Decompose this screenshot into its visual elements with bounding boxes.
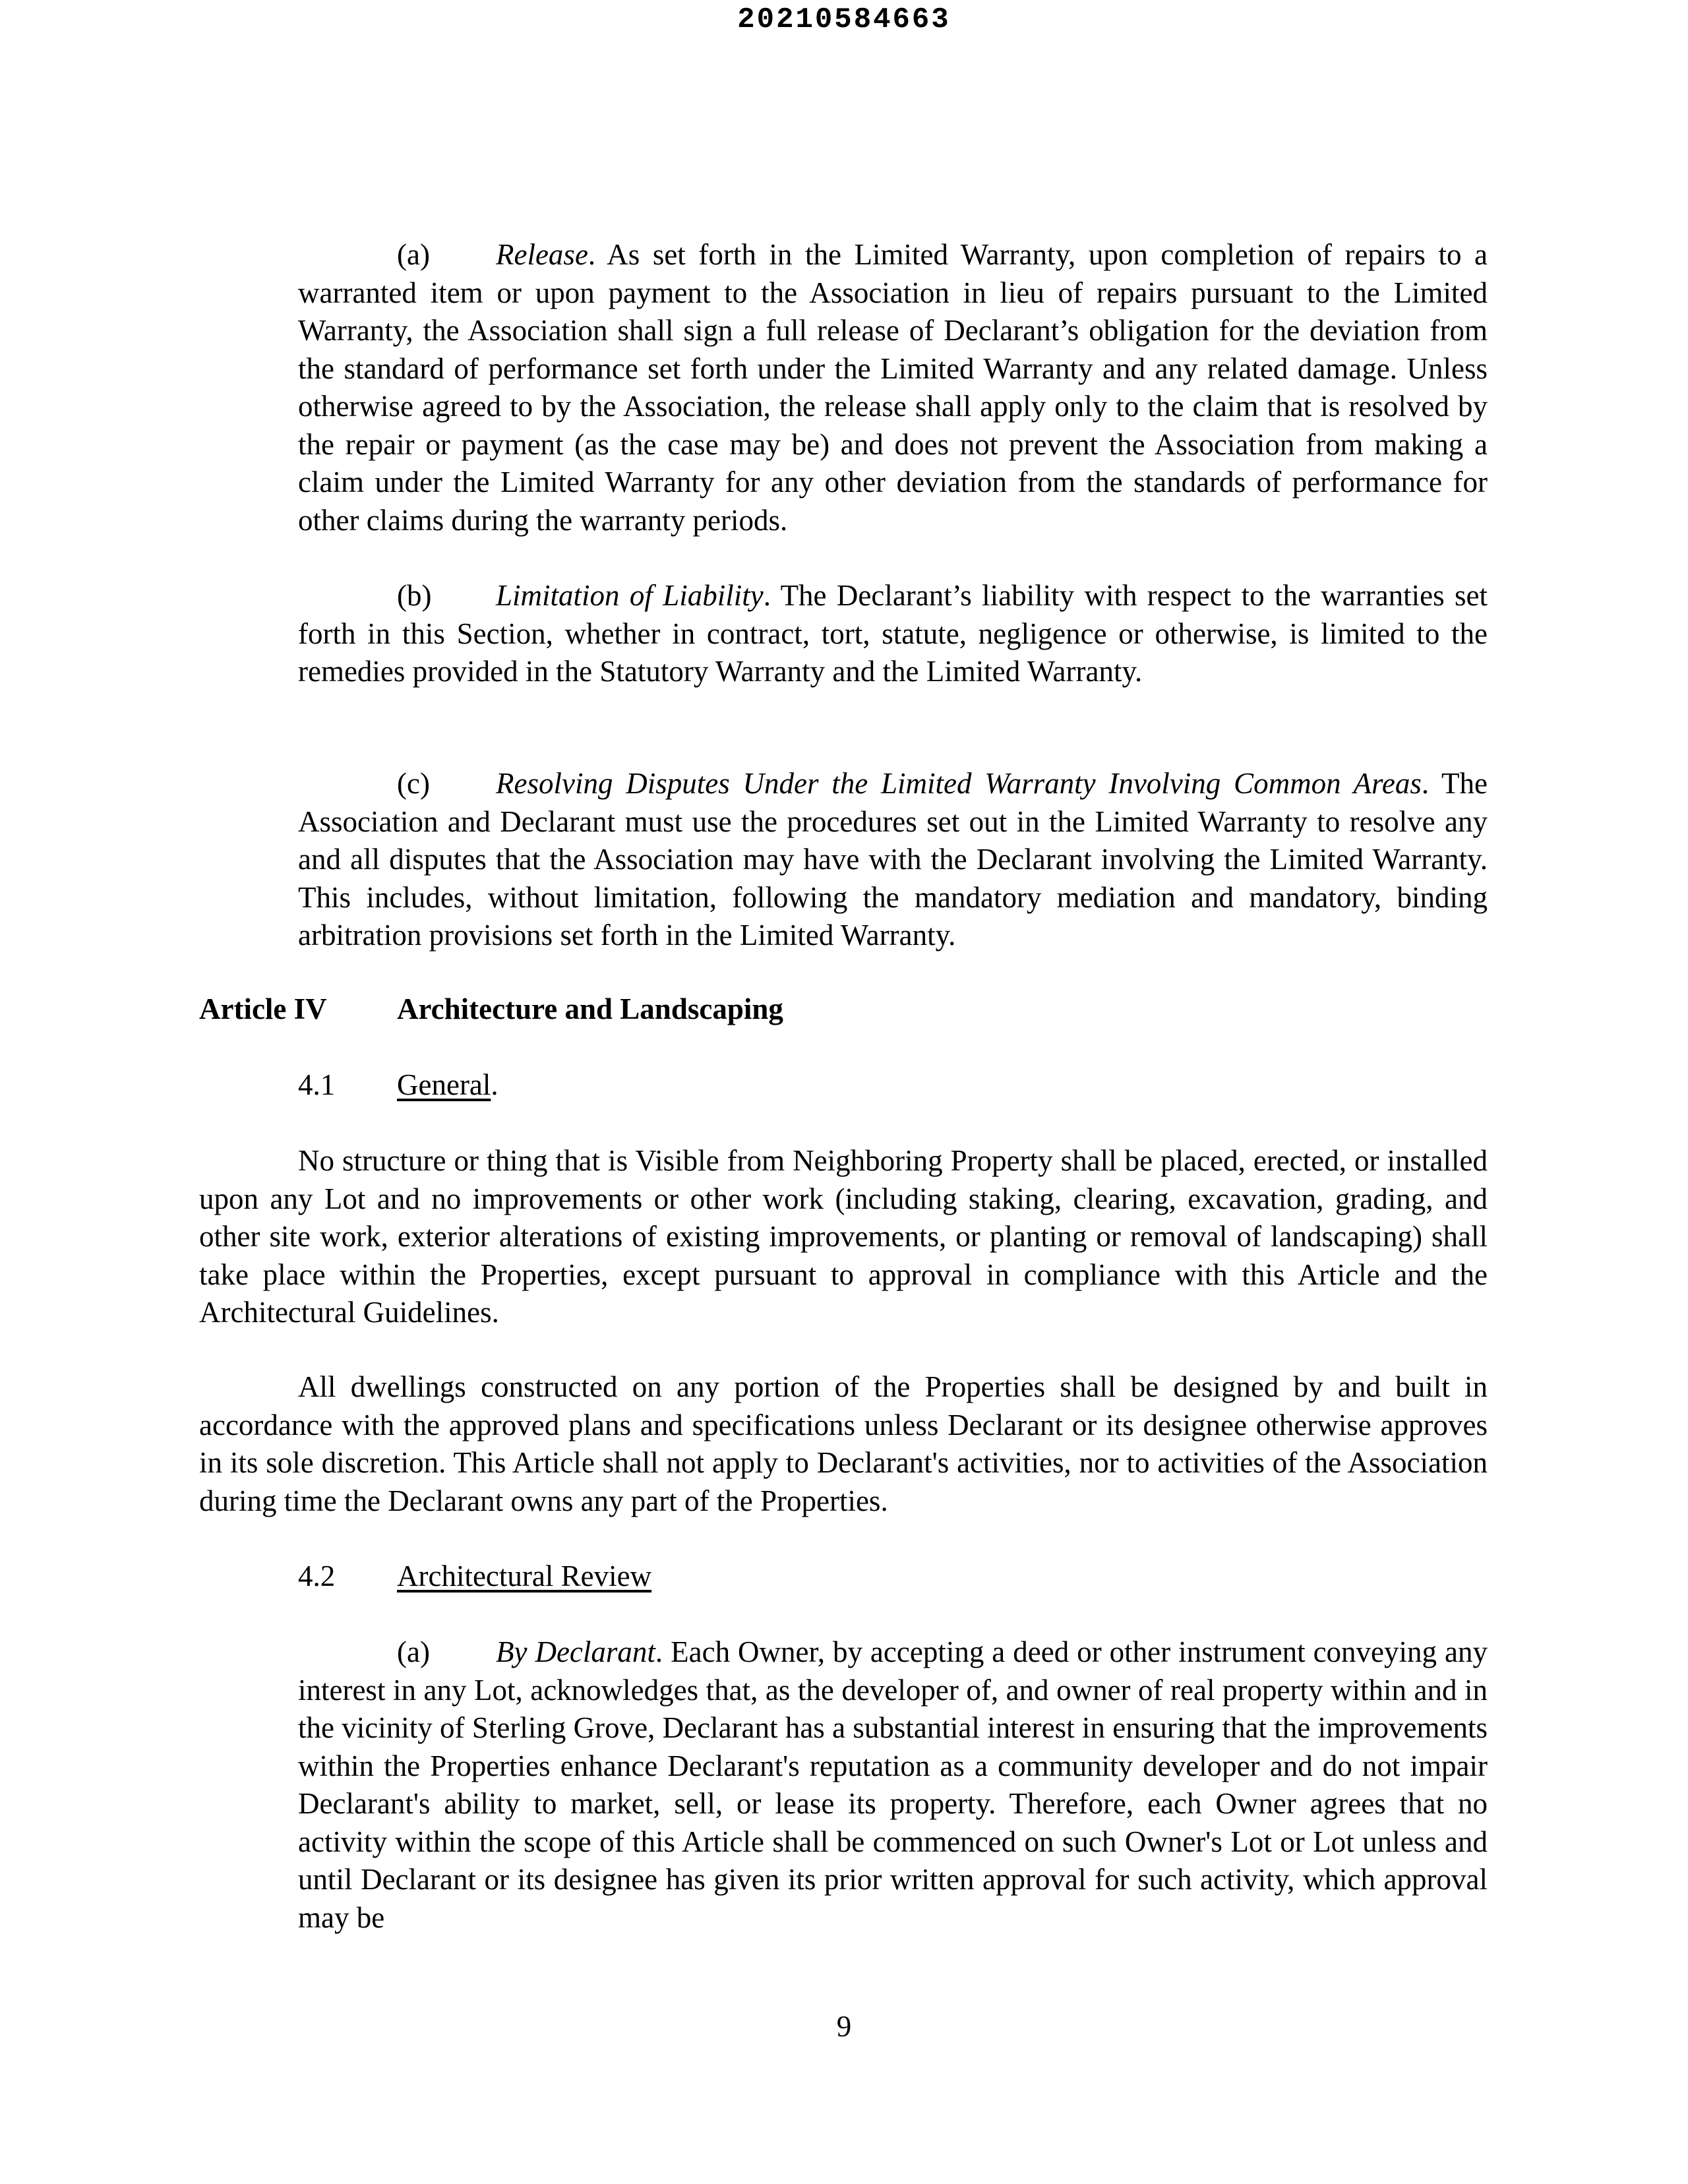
article-heading bbox=[199, 990, 1488, 1029]
paragraph-body: The Declarant’s liability with respect to the warranties set forth in this Section, whether in contract, tort, statute, negligence or otherwise, is limited to the remedies provided in the Statutory Warranty and the Limited Warranty. bbox=[298, 579, 1488, 688]
paragraph-release: (a) Release. As set forth in the Limited Warranty, upon completion of repairs to a warranted item or upon payment to the Association in lieu of repairs pursuant to the Limited Warranty, the Association shall sign a full release of Declarant’s obligation for the deviation from the standard of performance set forth under the Limited Warranty and any related damage. Unless otherwise agreed to by the Association, the release shall apply only to the claim that is resolved by the repair or payment (as the case may be) and does not prevent the Association from making a claim under the Limited Warranty for any other deviation from the standards of performance for other claims during the warranty periods. bbox=[298, 236, 1488, 539]
paragraph-body: The Association and Declarant must use the procedures set out in the Limited Warranty to resolve any and all disputes that the Association may have with the Declarant involving the Limited Warranty. This includes, without limitation, following the mandatory mediation and mandatory, binding arbitration provisions set forth in the Limited Warranty. bbox=[298, 767, 1488, 952]
paragraph-general-2: All dwellings constructed on any portion of the Properties shall be designed by and built in accordance with the approved plans and specifications unless Declarant or its designee otherwise approves in its sole discretion. This Article shall not apply to Declarant's activities, nor to activities of the Association during time the Declarant owns any part of the Properties. bbox=[199, 1370, 1488, 1517]
section-number: 4.1 bbox=[298, 1068, 336, 1101]
paragraph-title: Release bbox=[496, 238, 588, 271]
article-number: Article IV bbox=[199, 992, 327, 1025]
paragraph-general-1: No structure or thing that is Visible from Neighboring Property shall be placed, erected, or installed upon any Lot and no improvements or other work (including staking, clearing, excavation, grading, and other site work, exterior alterations of existing improvements, or planting or removal of landscaping) shall take place within the Properties, except pursuant to approval in compliance with this Article and the Architectural Guidelines. bbox=[199, 1144, 1488, 1329]
paragraph-label: (c) bbox=[397, 767, 430, 800]
section-number: 4.2 bbox=[298, 1560, 336, 1592]
paragraph-by-declarant: (a) By Declarant. Each Owner, by accepting a deed or other instrument conveying any interest in any Lot, acknowledges that, as the developer of, and owner of real property within and in the vicinity of Sterling Grove, Declarant has a substantial interest in ensuring that the improvements within the Properties enhance Declarant's reputation as a community developer and do not impair Declarant's ability to market, sell, or lease its property. Therefore, each Owner agrees that no activity within the scope of this Article shall be commenced on such Owner's Lot or Lot unless and until Declarant or its designee has given its prior written approval for such activity, which approval may be bbox=[298, 1633, 1488, 1937]
section-title: Architectural Review bbox=[397, 1560, 652, 1592]
paragraph-label: (a) bbox=[397, 238, 430, 271]
paragraph-body: Each Owner, by accepting a deed or other instrument conveying any interest in any Lot, acknowledges that, as the developer of, and owner of real property within and in the vicinity of Sterling Grove, Declarant has a substantial interest in ensuring that the improvements within the Properties enhance Declarant's reputation as a community developer and do not impair Declarant's ability to market, sell, or lease its property. Therefore, each Owner agrees that no activity within the scope of this Article shall be commenced on such Owner's Lot or Lot unless and until Declarant or its designee has given its prior written approval for such activity, which approval may be bbox=[298, 1635, 1488, 1934]
document-number: 20210584663 bbox=[737, 3, 951, 36]
article-title: Architecture and Landscaping bbox=[397, 992, 783, 1025]
section-title: General bbox=[397, 1068, 491, 1101]
paragraph-resolving-disputes: (c) Resolving Disputes Under the Limited Warranty Involving Common Areas. The Association and Declarant must use the procedures set out in the Limited Warranty to resolve any and all disputes that the Association may have with the Declarant involving the Limited Warranty. This includes, without limitation, following the mandatory mediation and mandatory, binding arbitration provisions set forth in the Limited Warranty. bbox=[298, 765, 1488, 955]
page-number: 9 bbox=[836, 2010, 852, 2043]
section-heading-4-2 bbox=[298, 1558, 651, 1596]
paragraph-label: (a) bbox=[397, 1635, 430, 1668]
paragraph-limitation-of-liability: (b) Limitation of Liability. The Declarant’s liability with respect to the warranties set forth in this Section, whether in contract, tort, statute, negligence or otherwise, is limited to the remedies provided in the Statutory Warranty and the Limited Warranty. bbox=[298, 577, 1488, 691]
paragraph-title: Limitation of Liability bbox=[496, 579, 764, 612]
paragraph-title: Resolving Disputes Under the Limited Warranty Involving Common Areas bbox=[496, 767, 1422, 800]
paragraph-title: By Declarant bbox=[496, 1635, 655, 1668]
paragraph-body: As set forth in the Limited Warranty, upon completion of repairs to a warranted item or upon payment to the Association in lieu of repairs pursuant to the Limited Warranty, the Association shall sign a full release of Declarant’s obligation for the deviation from the standard of performance set forth under the Limited Warranty and any related damage. Unless otherwise agreed to by the Association, the release shall apply only to the claim that is resolved by the repair or payment (as the case may be) and does not prevent the Association from making a claim under the Limited Warranty for any other deviation from the standards of performance for other claims during the warranty periods. bbox=[298, 238, 1488, 537]
section-heading-4-1: 4.1 General. bbox=[298, 1066, 498, 1105]
paragraph-label: (b) bbox=[397, 579, 432, 612]
